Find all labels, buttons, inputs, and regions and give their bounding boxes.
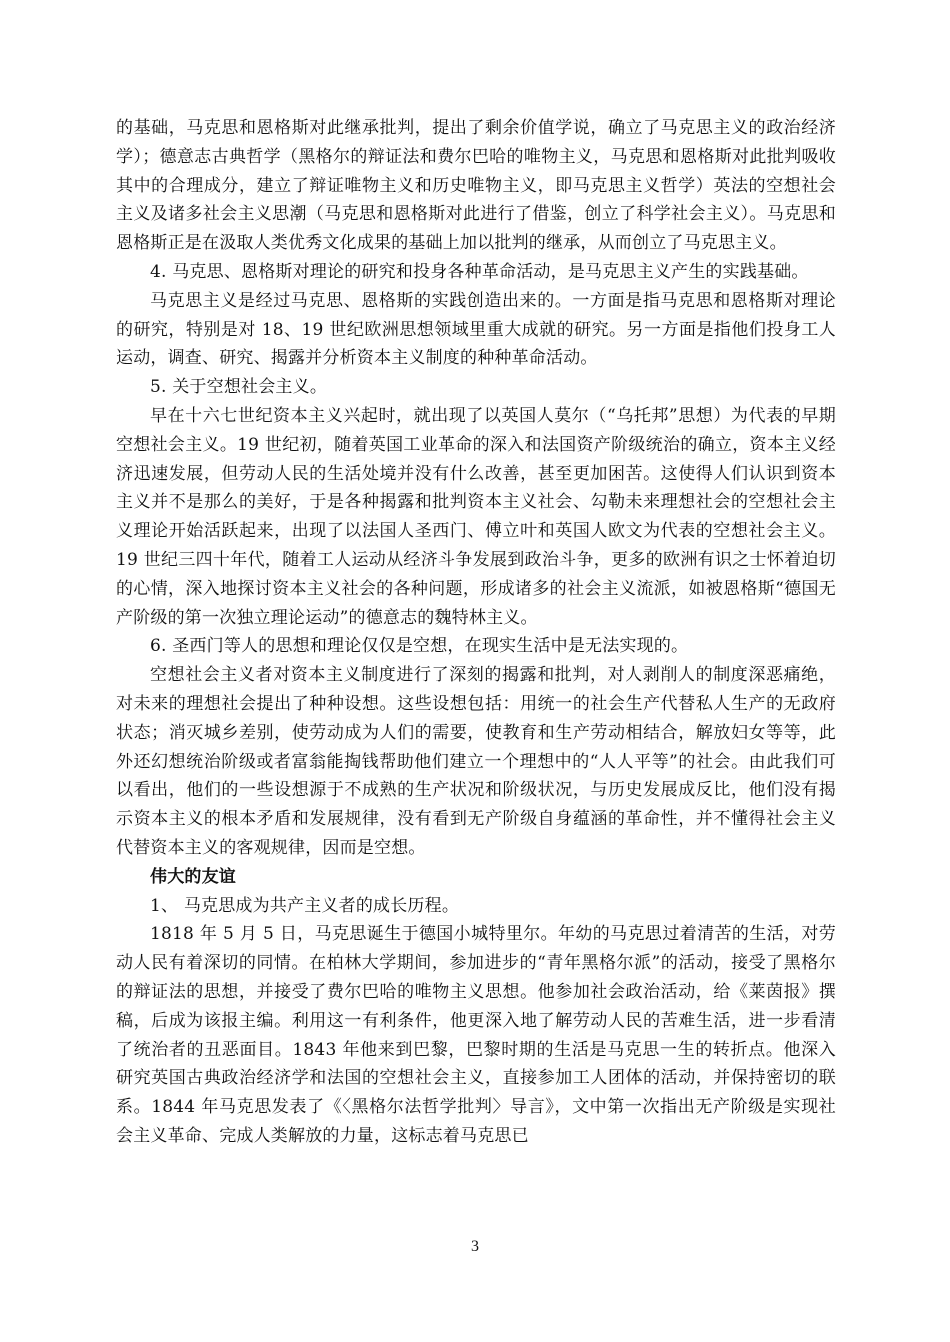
paragraph-utopian-socialism: 早在十六七世纪资本主义兴起时，就出现了以英国人莫尔（“乌托邦”思想）为代表的早期空想社会主义。19 世纪初，随着英国工业革命的深入和法国资产阶级统治的确立，资本主义经济迅速发展，但劳动人民的生活处境并没有什么改善，甚至更加困苦。这使得人们认识到资本主义并不是那么的美好，于是各种揭露和批判资本主义社会、勾勒未来理想社会的空想社会主义理论开始活跃起来，出现了以法国人圣西门、傅立叶和英国人欧文为代表的空想社会主义。19 世纪三四十年代，随着工人运动从经济斗争发展到政治斗争，更多的欧洲有识之士怀着迫切的心情，深入地探讨资本主义社会的各种问题，形成诸多的社会主义流派，如被恩格斯“德国无产阶级的第一次独立理论运动”的德意志的魏特林主义。 [116,405,836,628]
paragraph-practice-basis: 马克思主义是经过马克思、恩格斯的实践创造出来的。一方面是指马克思和恩格斯对理论的研究，特别是对 18、19 世纪欧洲思想领域里重大成就的研究。另一方面是指他们投身工人运动，调查、研究、揭露并分析资本主义制度的种种革命活动。 [116,290,836,369]
paragraph-intellectual-sources: 的基础，马克思和恩格斯对此继承批判，提出了剩余价值学说，确立了马克思主义的政治经济学）；德意志古典哲学（黑格尔的辩证法和费尔巴哈的唯物主义，马克思和恩格斯对此批判吸收其中的合理成分，建立了辩证唯物主义和历史唯物主义，即马克思主义哲学）英法的空想社会主义及诸多社会主义思潮（马克思和恩格斯对此进行了借鉴，创立了科学社会主义）。马克思和恩格斯正是在汲取人类优秀文化成果的基础上加以批判的继承，从而创立了马克思主义。 [116,118,836,254]
point-4-heading: 4. 马克思、恩格斯对理论的研究和投身各种革命活动，是马克思主义产生的实践基础。 [150,261,809,282]
paragraph-marx-biography: 1818 年 5 月 5 日，马克思诞生于德国小城特里尔。年幼的马克思过着清苦的生活，对劳动人民有着深切的同情。在柏林大学期间，参加进步的“青年黑格尔派”的活动，接受了黑格尔的辩证法的思想，并接受了费尔巴哈的唯物主义思想。他参加社会政治活动，给《莱茵报》撰稿，后成为该报主编。利用这一有利条件，他更深入地了解劳动人民的苦难生活，进一步看清了统治者的丑恶面目。1843 年他来到巴黎，巴黎时期的生活是马克思一生的转折点。他深入研究英国古典政治经济学和法国的空想社会主义，直接参加工人团体的活动，并保持密切的联系。1844 年马克思发表了《〈黑格尔法哲学批判〉导言》，文中第一次指出无产阶级是实现社会主义革命、完成人类解放的力量，这标志着马克思已 [116,924,836,1146]
point-5-heading: 5. 关于空想社会主义。 [150,377,328,398]
point-6-heading: 6. 圣西门等人的思想和理论仅仅是空想，在现实生活中是无法实现的。 [150,636,689,657]
section-heading-great-friendship: 伟大的友谊 [150,866,236,887]
page-number: 3 [471,1238,479,1255]
paragraph-utopian-critique: 空想社会主义者对资本主义制度进行了深刻的揭露和批判，对人剥削人的制度深恶痛绝，对未来的理想社会提出了种种设想。这些设想包括：用统一的社会生产代替私人生产的无政府状态；消灭城乡差别，使劳动成为人们的需要，使教育和生产劳动相结合，解放妇女等等，此外还幻想统治阶级或者富翁能掏钱帮助他们建立一个理想中的“人人平等”的社会。由此我们可以看出，他们的一些设想源于不成熟的生产状况和阶级状况，与历史发展成反比，他们没有揭示资本主义的根本矛盾和发展规律，没有看到无产阶级自身蕴涵的革命性，并不懂得社会主义代替资本主义的客观规律，因而是空想。 [116,665,836,858]
page-body [116,114,836,1151]
subsection-heading-marx-growth: 1、 马克思成为共产主义者的成长历程。 [150,895,460,916]
